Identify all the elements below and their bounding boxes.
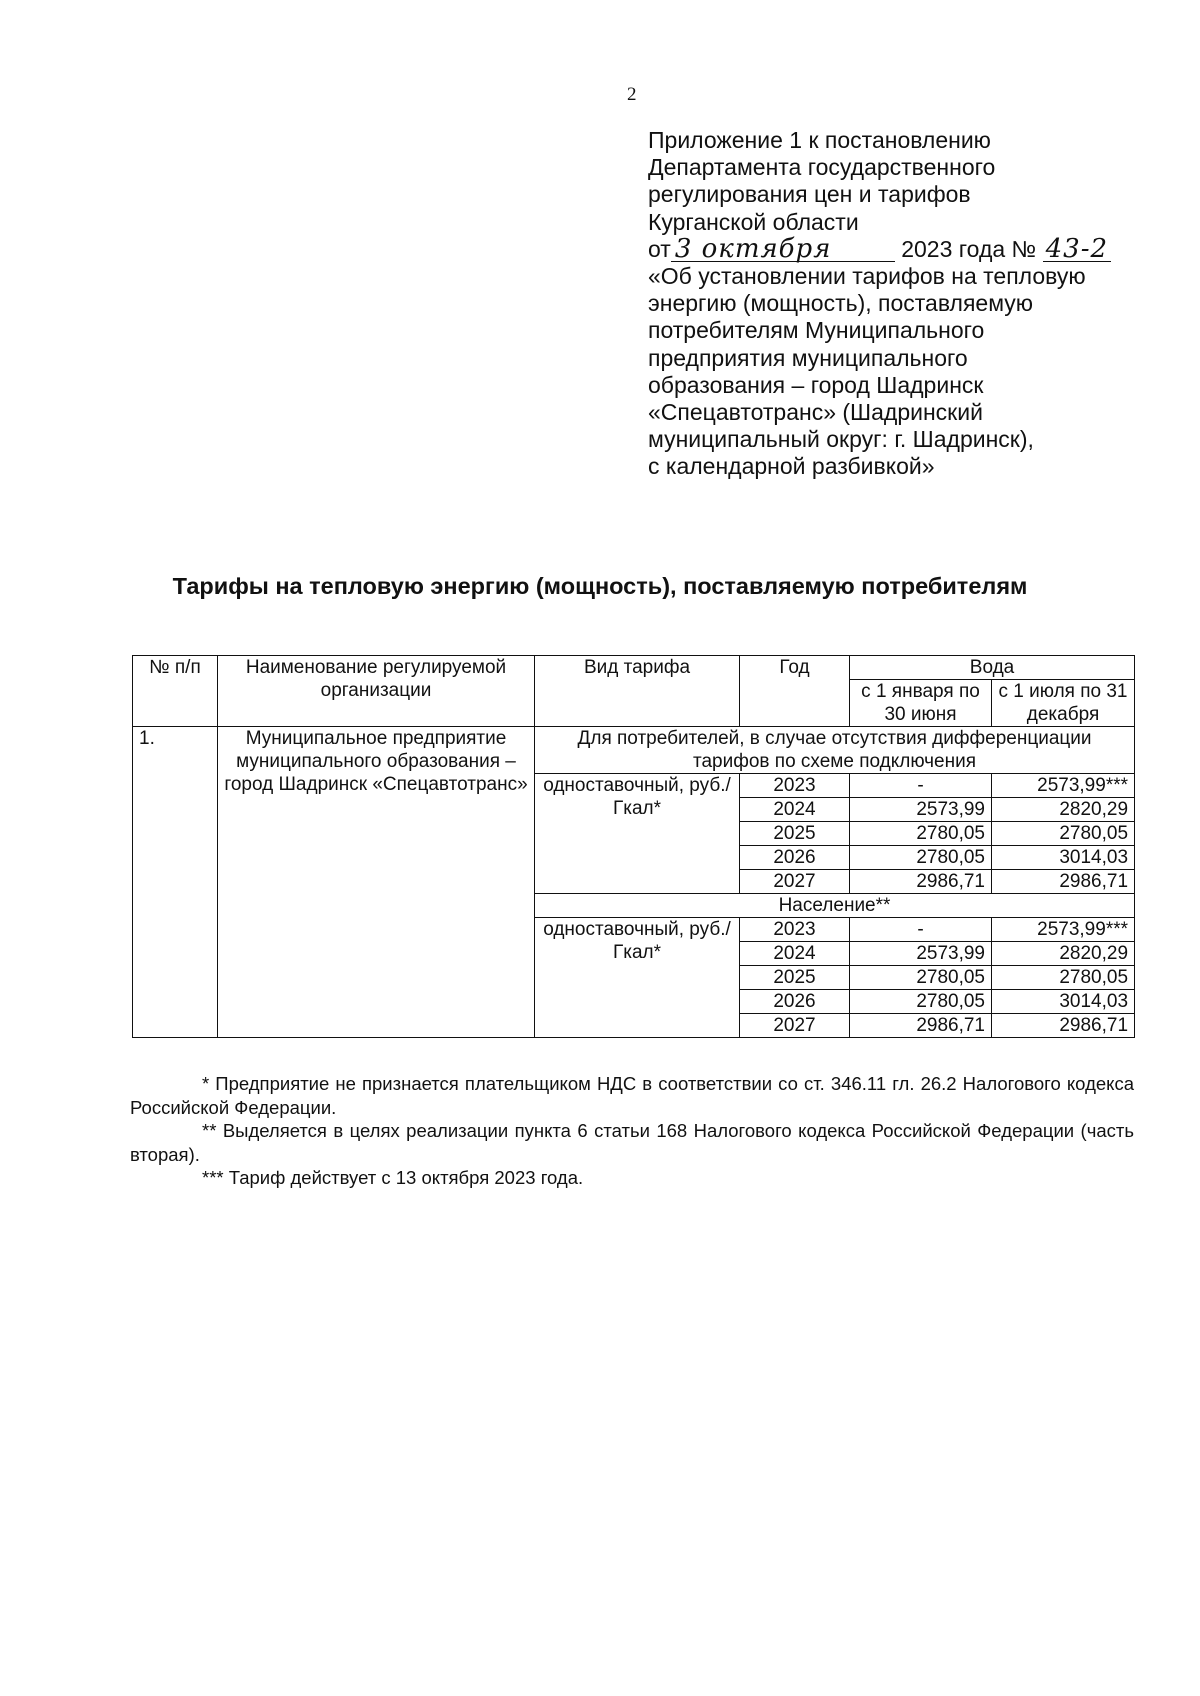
h1-cell: -: [850, 774, 992, 798]
header-row: [133, 656, 1135, 680]
tariff-type: одноставочный, руб./Гкал*: [535, 774, 740, 894]
year-label: 2023 года №: [901, 235, 1037, 262]
group-label: Для потребителей, в случае отсутствия дифференциации тарифов по схеме подключения: [535, 727, 1135, 774]
h1-cell: 2573,99: [850, 942, 992, 966]
year-cell: 2026: [740, 846, 850, 870]
table-row: [133, 727, 1135, 774]
header-year: Год: [740, 656, 850, 727]
footnote: *** Тариф действует с 13 октября 2023 года.: [202, 1167, 584, 1188]
h2-cell: 3014,03: [992, 846, 1135, 870]
appendix-line: Приложение 1 к постановлению: [648, 127, 991, 153]
year-cell: 2023: [740, 774, 850, 798]
appendix-date-line: [648, 233, 1168, 264]
h2-cell: 2573,99***: [992, 774, 1135, 798]
subject-line: «Спецавтотранс» (Шадринский: [648, 399, 983, 426]
subject-line: образования – город Шадринск: [648, 371, 984, 398]
h2-cell: 2780,05: [992, 966, 1135, 990]
group-label: Население**: [535, 894, 1135, 918]
year-cell: 2027: [740, 1014, 850, 1038]
header-org: Наименование регулируемой организации: [218, 656, 535, 727]
header-num: № п/п: [133, 656, 218, 727]
footnote: * Предприятие не признается плательщиком НДС в соответствии со ст. 346.11 гл. 26.2 Налогового кодекса Российской Федерации.: [130, 1073, 1134, 1118]
year-cell: 2026: [740, 990, 850, 1014]
document-title: Тарифы на тепловую энергию (мощность), поставляемую потребителям: [172, 573, 1028, 599]
h1-cell: 2986,71: [850, 1014, 992, 1038]
subject-line: муниципальный округ: г. Шадринск),: [648, 426, 1034, 453]
year-cell: 2023: [740, 918, 850, 942]
year-cell: 2027: [740, 870, 850, 894]
subject-line: потребителям Муниципального: [648, 317, 985, 344]
h1-cell: -: [850, 918, 992, 942]
row-number: 1.: [133, 727, 218, 1038]
header-water: Вода: [850, 656, 1135, 680]
organization-name: Муниципальное предприятие муниципального образования – город Шадринск «Спецавтотранс»: [218, 727, 535, 1038]
header-period-2: с 1 июля по 31 декабря: [992, 680, 1135, 727]
h2-cell: 2820,29: [992, 942, 1135, 966]
h1-cell: 2780,05: [850, 846, 992, 870]
subject-line: с календарной разбивкой»: [648, 453, 935, 480]
from-label: от: [648, 235, 671, 262]
appendix-line: Департамента государственного: [648, 154, 996, 181]
handwritten-number: 43-2: [1043, 237, 1111, 262]
year-cell: 2024: [740, 942, 850, 966]
handwritten-date: 3 октября: [671, 237, 895, 262]
h1-cell: 2780,05: [850, 966, 992, 990]
h1-cell: 2573,99: [850, 798, 992, 822]
h2-cell: 2820,29: [992, 798, 1135, 822]
appendix-line: Курганской области: [648, 208, 859, 235]
appendix-header: [648, 127, 1168, 481]
tariffs-table: [132, 655, 1135, 1038]
year-cell: 2025: [740, 822, 850, 846]
subject-line: «Об установлении тарифов на тепловую: [648, 263, 1086, 290]
h2-cell: 2573,99***: [992, 918, 1135, 942]
h2-cell: 2986,71: [992, 870, 1135, 894]
year-cell: 2024: [740, 798, 850, 822]
subject-line: предприятия муниципального: [648, 344, 968, 371]
footnotes: [130, 1072, 1134, 1190]
h1-cell: 2780,05: [850, 822, 992, 846]
h2-cell: 3014,03: [992, 990, 1135, 1014]
h2-cell: 2780,05: [992, 822, 1135, 846]
h1-cell: 2986,71: [850, 870, 992, 894]
h2-cell: 2986,71: [992, 1014, 1135, 1038]
subject-line: энергию (мощность), поставляемую: [648, 290, 1034, 317]
footnote: ** Выделяется в целях реализации пункта 6 статьи 168 Налогового кодекса Российской Федерации (часть вторая).: [130, 1120, 1134, 1165]
header-tariff-type: Вид тарифа: [535, 656, 740, 727]
year-cell: 2025: [740, 966, 850, 990]
page-number: 2: [627, 84, 637, 105]
header-period-1: с 1 января по 30 июня: [850, 680, 992, 727]
h1-cell: 2780,05: [850, 990, 992, 1014]
appendix-line: регулирования цен и тарифов: [648, 181, 971, 208]
tariff-type: одноставочный, руб./Гкал*: [535, 918, 740, 1038]
